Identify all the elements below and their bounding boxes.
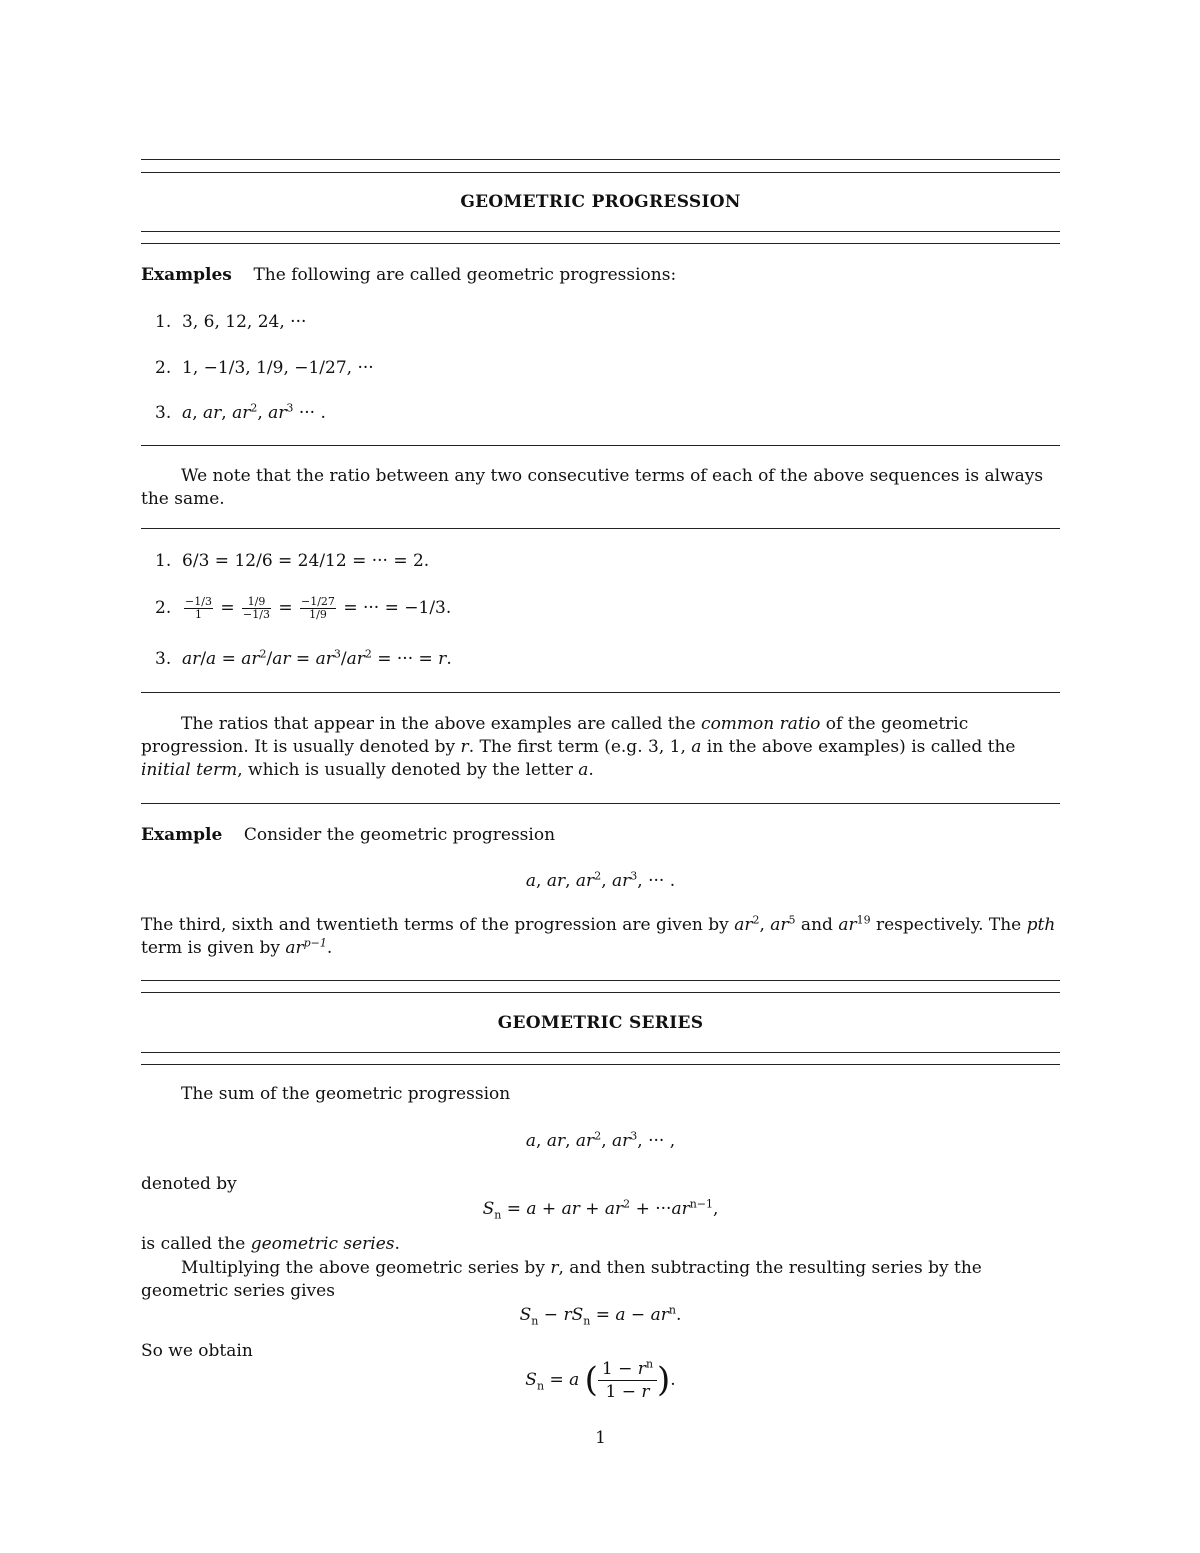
double-rule-bottom	[141, 1052, 1060, 1053]
obtain-text: So we obtain	[141, 1341, 253, 1361]
common-ratio-paragraph: The ratios that appear in the above examples are called the common ratio of the geometric progression. It is usually denoted by r. The first term (e.g. 3, 1, a in the above examples) is called the initial term, which is usually denoted by the letter a.	[141, 714, 1016, 780]
double-rule-top-2	[141, 992, 1060, 993]
called-text: is called the geometric series.	[141, 1234, 400, 1254]
list-item: 2. $\frac{-1/3}{1}$ = $\frac{1/9}{-1/3}$ = $\frac{-1/27}{1/9}$ = ··· = −1/3.	[155, 595, 452, 621]
page-number: 1	[595, 1428, 606, 1448]
double-rule-bottom	[141, 231, 1060, 232]
divider	[141, 445, 1060, 446]
difference-formula: $S_n - rS_n = a - ar^n$.	[519, 1303, 682, 1328]
list-item: 2. 1, −1/3, 1/9, −1/27, ···	[155, 358, 374, 378]
divider	[141, 803, 1060, 804]
double-rule-bottom-2	[141, 1064, 1060, 1065]
examples-intro-text: The following are called geometric progressions:	[253, 265, 677, 285]
list-item: 3. $ar/a = ar^2/ar = ar^3/ar^2$ = ··· = r.	[155, 647, 452, 669]
examples-intro	[141, 264, 1060, 287]
list-item: 1. 6/3 = 12/6 = 24/12 = ··· = 2.	[155, 551, 430, 571]
closed-form-formula: $S_n = a$ ( $\frac{1 - r^n}{1 - r}$ ).	[525, 1357, 676, 1402]
double-rule-top	[141, 980, 1060, 981]
double-rule-top	[141, 159, 1060, 160]
examples-label: Examples	[141, 265, 232, 285]
ratio-note-paragraph: We note that the ratio between any two consecutive terms of each of the above sequences is always the same.	[141, 466, 1044, 509]
terms-paragraph: The third, sixth and twentieth terms of the progression are given by $ar^2$, $ar^5$ and $ar^{19}$ respectively. The pth term is given by $ar^{p-1}$.	[141, 913, 1056, 958]
example-label: Example	[141, 825, 223, 845]
double-rule-bottom-2	[141, 243, 1060, 244]
example-intro: Example Consider the geometric progression	[141, 825, 556, 845]
divider	[141, 692, 1060, 693]
progression-formula: a, ar, $ar^2$, $ar^3$, ··· .	[525, 869, 676, 891]
fraction: $\frac{-1/27}{1/9}$	[301, 595, 335, 621]
denoted-by-text: denoted by	[141, 1174, 237, 1194]
fraction: $\frac{1/9}{-1/3}$	[243, 595, 270, 621]
section-title-geometric-series: GEOMETRIC SERIES	[497, 1013, 704, 1033]
section-title-geometric-progression: GEOMETRIC PROGRESSION	[460, 192, 741, 212]
list-item: 1. 3, 6, 12, 24, ···	[155, 312, 307, 332]
progression-formula: a, ar, $ar^2$, $ar^3$, ··· ,	[525, 1129, 676, 1151]
divider	[141, 528, 1060, 529]
series-intro: The sum of the geometric progression	[181, 1084, 511, 1104]
double-rule-top-2	[141, 172, 1060, 173]
list-item: 3. a, ar, $ar^2$, $ar^3$ ··· .	[155, 401, 326, 423]
sum-formula: $S_n = a$ + ar + $ar^2 + \cdot\cdot\cdot ar^{n-1}$,	[482, 1197, 719, 1222]
fraction: $\frac{-1/3}{1}$	[185, 595, 212, 621]
document-page	[141, 0, 1060, 1553]
multiply-paragraph: Multiplying the above geometric series by r, and then subtracting the resulting series by the geometric series gives	[141, 1258, 982, 1301]
